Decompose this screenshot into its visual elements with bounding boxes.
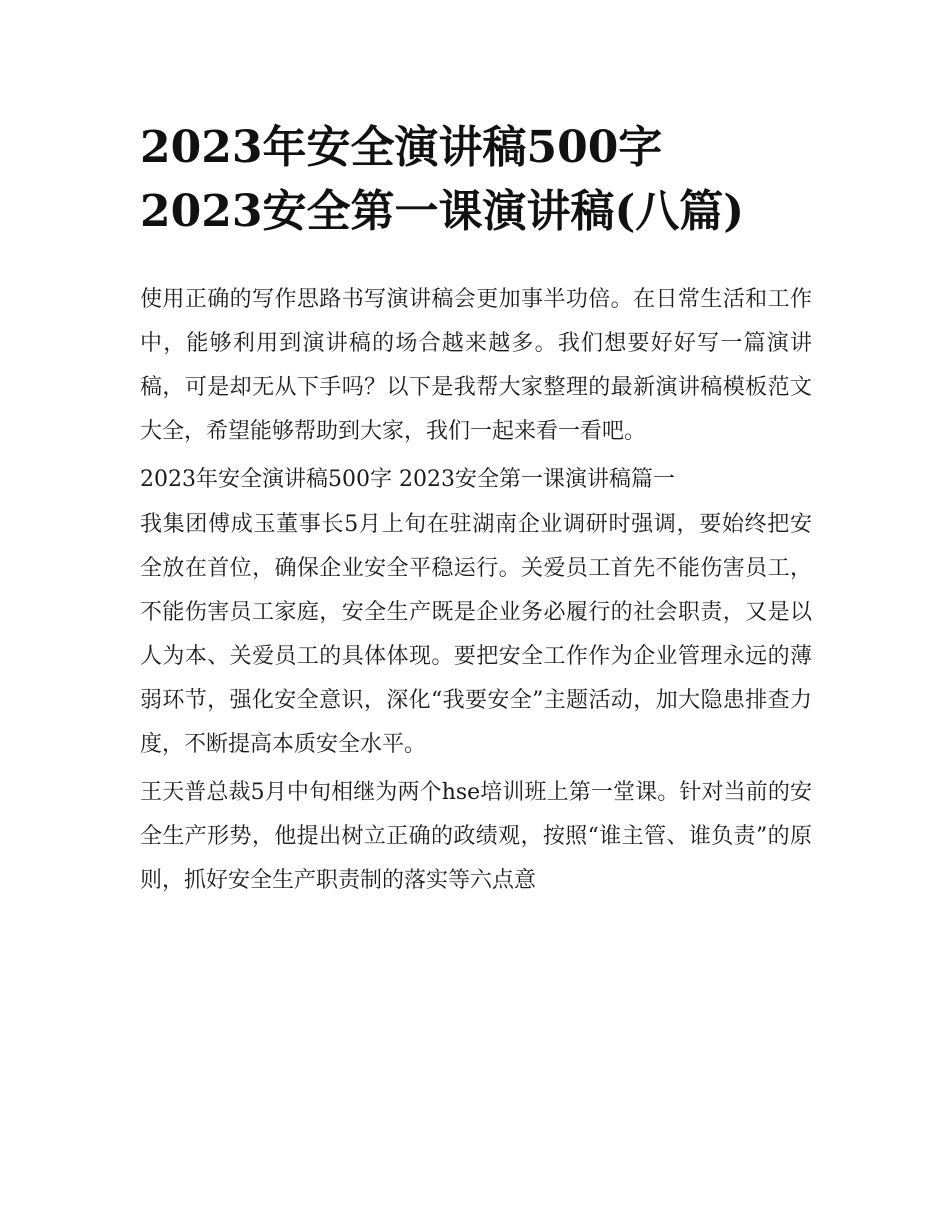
body-paragraph-2: 王天普总裁5月中旬相继为两个hse培训班上第一堂课。针对当前的安全生产形势，他提出树立正确的政绩观，按照“谁主管、谁负责”的原则，抓好安全生产职责制的落实等六点意 <box>140 780 812 893</box>
intro-paragraph: 使用正确的写作思路书写演讲稿会更加事半功倍。在日常生活和工作中，能够利用到演讲稿的场合越来越多。我们想要好好写一篇演讲稿，可是却无从下手吗？以下是我帮大家整理的最新演讲稿模板范文大全，希望能够帮助到大家，我们一起来看一看吧。 <box>140 287 812 444</box>
title-line-2: 2023安全第一课演讲稿(八篇) <box>140 186 745 237</box>
document-title <box>140 116 820 244</box>
title-line-1: 2023年安全演讲稿500字 <box>140 122 663 173</box>
section-heading: 2023年安全演讲稿500字 2023安全第一课演讲稿篇一 <box>140 467 675 492</box>
body-paragraph-1: 我集团傅成玉董事长5月上旬在驻湖南企业调研时强调，要始终把安全放在首位，确保企业安全平稳运行。关爱员工首先不能伤害员工，不能伤害员工家庭，安全生产既是企业务必履行的社会职责，又是以人为本、关爱员工的具体体现。要把安全工作作为企业管理永远的薄弱环节，强化安全意识，深化“我要安全”主题活动，加大隐患排查力度，不断提高本质安全水平。 <box>140 512 812 757</box>
document-body <box>140 278 812 903</box>
